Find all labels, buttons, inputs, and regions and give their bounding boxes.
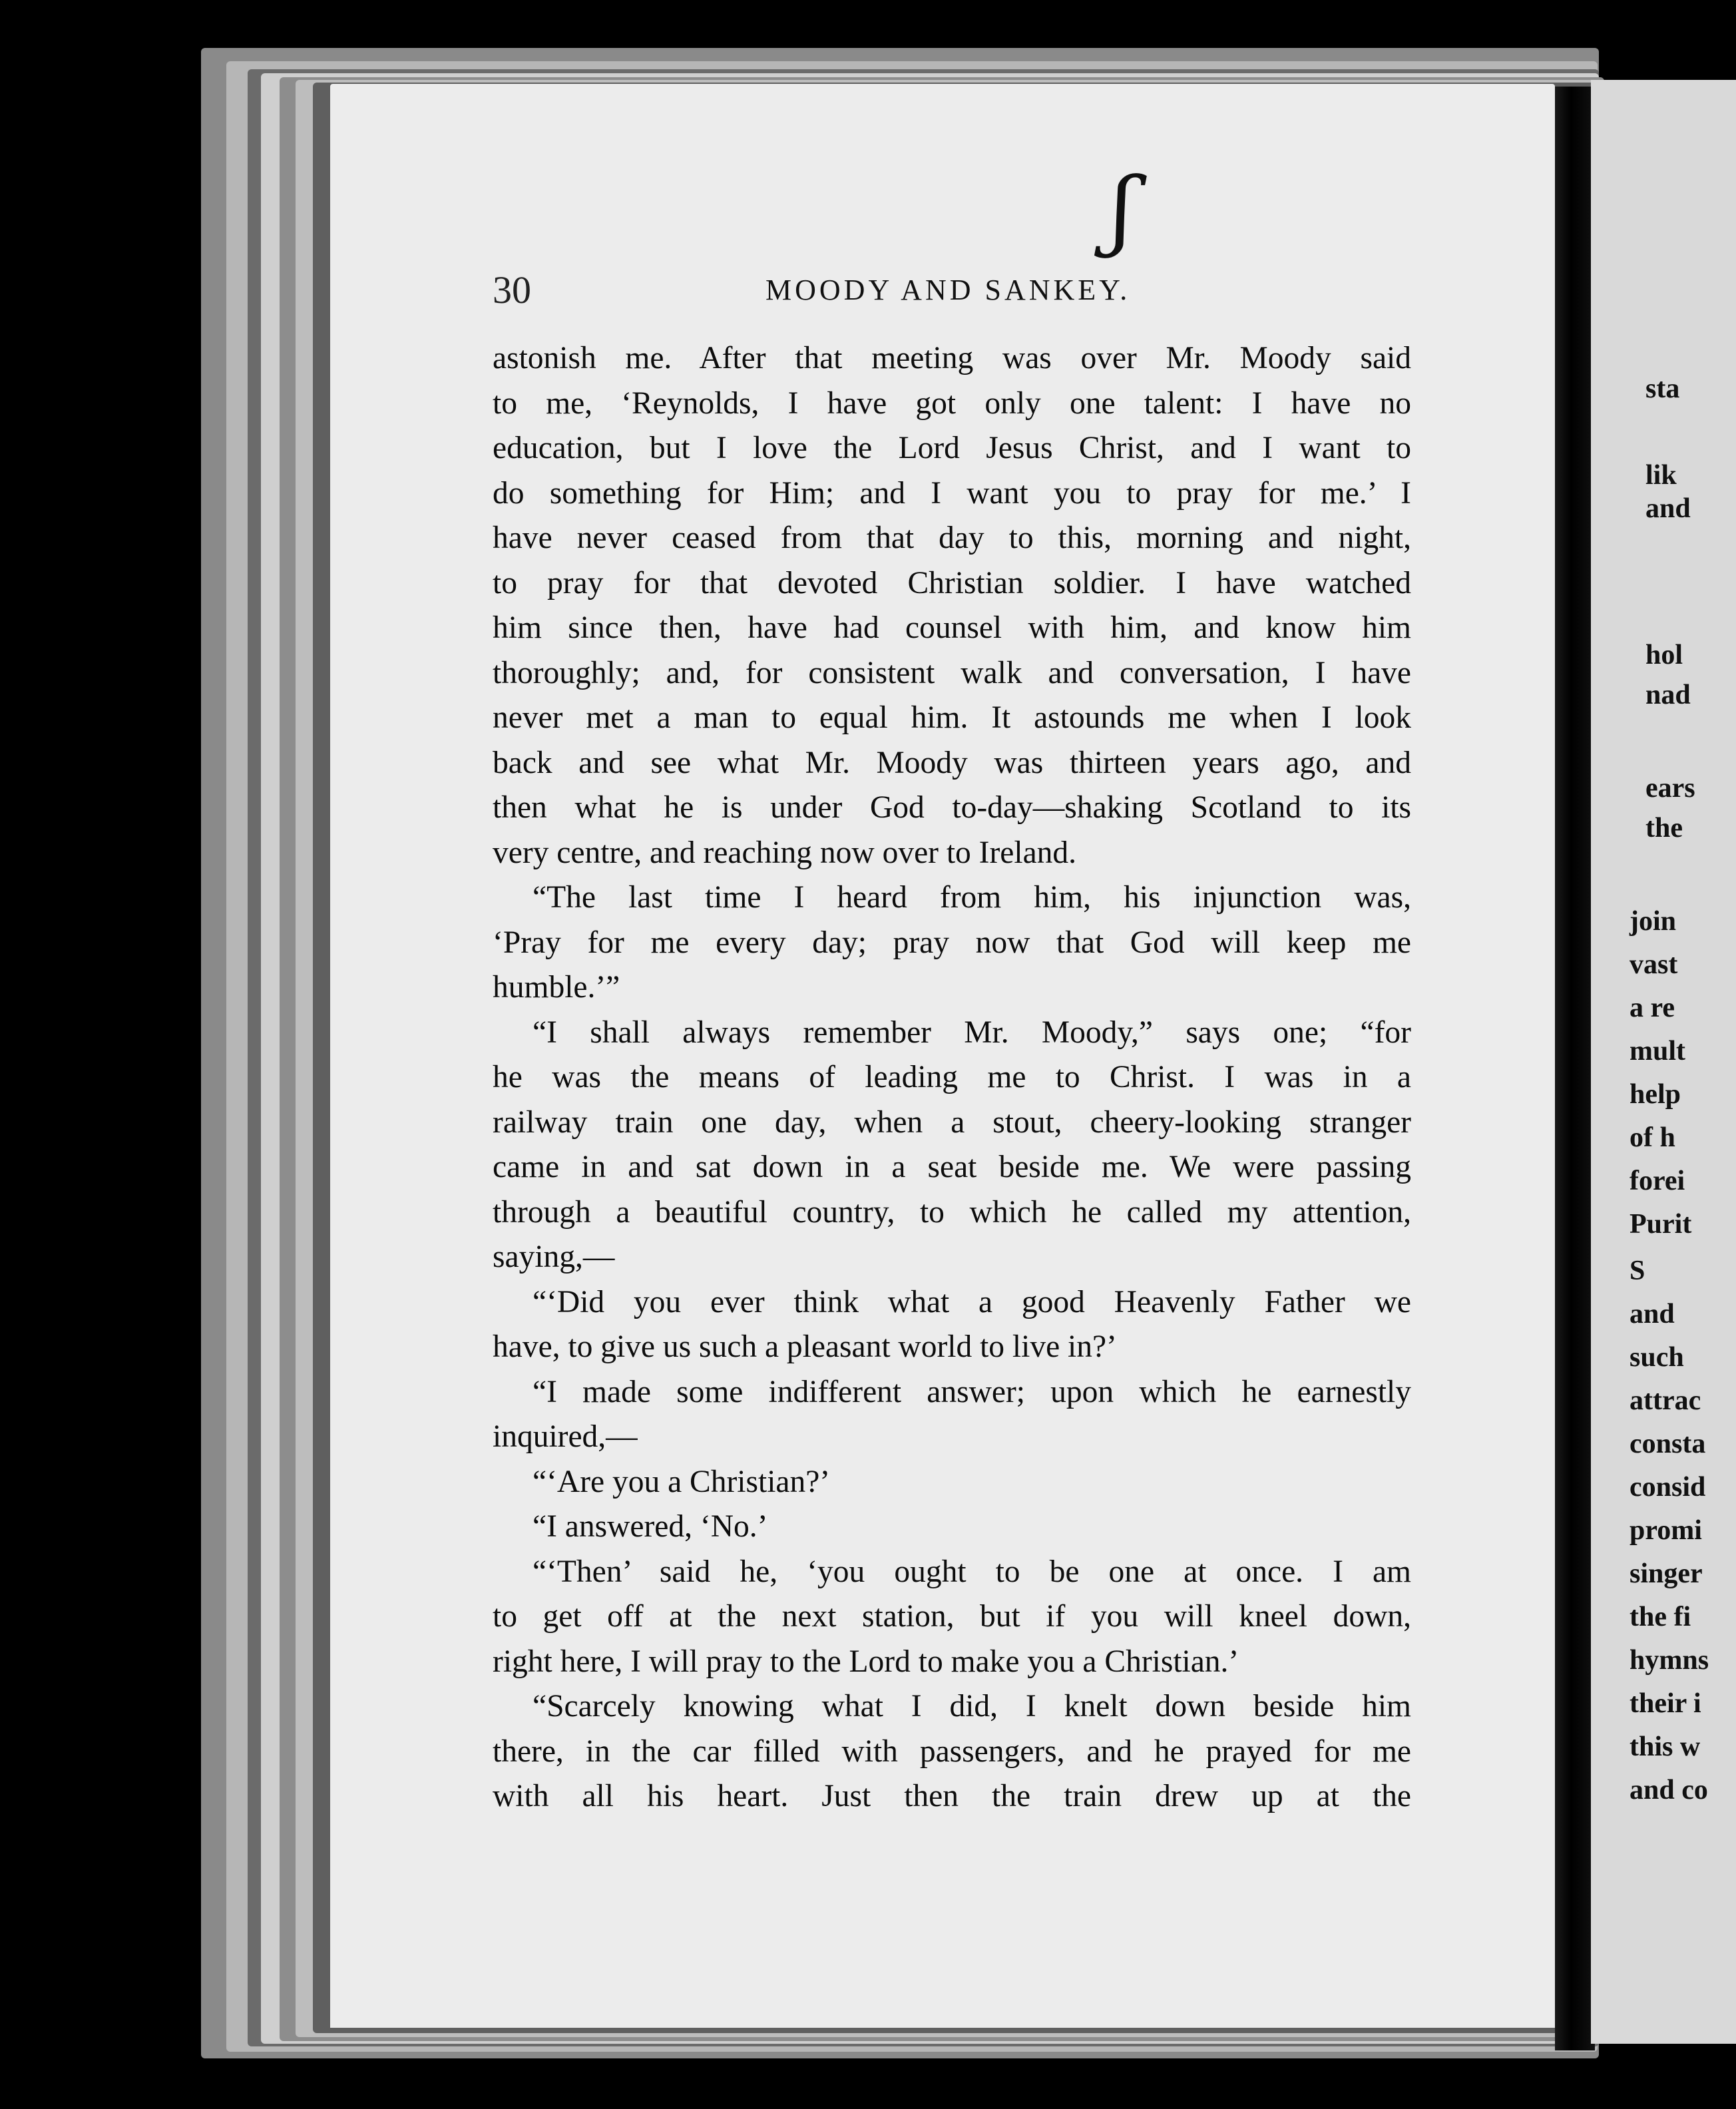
facing-page-fragment: sta — [1645, 373, 1680, 404]
text-line: “‘Did you ever think what a good Heavenly Father we — [533, 1284, 1411, 1319]
text-line: “I answered, ‘No.’ — [533, 1509, 768, 1544]
text-line: came in and sat down in a seat beside me. We were passing — [493, 1150, 1411, 1184]
facing-page-fragment: hol — [1645, 640, 1683, 670]
facing-page-fragment: join — [1629, 906, 1677, 937]
margin-mark: ʃ — [1110, 158, 1134, 260]
facing-page-fragment: and co — [1629, 1775, 1708, 1805]
facing-page-fragment: and — [1645, 493, 1691, 524]
text-line: to me, ‘Reynolds, I have got only one talent: I have no — [493, 385, 1411, 421]
text-line: do something for Him; and I want you to pray for me.’ I — [493, 475, 1411, 511]
facing-page-fragment: lik — [1645, 460, 1677, 491]
facing-page-fragment: nad — [1645, 680, 1691, 710]
text-line: ‘Pray for me every day; pray now that God will keep me — [493, 925, 1411, 960]
text-line: very centre, and reaching now over to Ireland. — [493, 835, 1077, 870]
text-line: never met a man to equal him. It astounds me when I look — [493, 700, 1411, 735]
facing-page-fragment: mult — [1629, 1036, 1685, 1066]
facing-page-fragment: and — [1629, 1299, 1675, 1329]
facing-page-fragment: vast — [1629, 949, 1678, 980]
text-line: humble.’” — [493, 970, 620, 1005]
text-line: back and see what Mr. Moody was thirteen years ago, and — [493, 745, 1411, 780]
text-line: him since then, have had counsel with him, and know him — [493, 610, 1411, 645]
facing-page-fragment: consid — [1629, 1472, 1706, 1503]
text-line: he was the means of leading me to Christ. I was in a — [493, 1060, 1411, 1094]
text-line: to get off at the next station, but if you will kneel down, — [493, 1599, 1411, 1634]
text-line: to pray for that devoted Christian soldier. I have watched — [493, 565, 1411, 600]
text-line: have, to give us such a pleasant world to live in?’ — [493, 1329, 1117, 1364]
page-number: 30 — [493, 268, 531, 312]
body-text — [493, 336, 1411, 1819]
facing-page-fragment: a re — [1629, 993, 1675, 1023]
facing-page-fragment: Purit — [1629, 1209, 1692, 1240]
text-line: then what he is under God to-day—shaking Scotland to its — [493, 790, 1411, 825]
header-title: MOODY AND SANKEY. — [765, 274, 1131, 306]
text-line: have never ceased from that day to this, morning and night, — [493, 521, 1411, 555]
facing-page-fragment: the fi — [1629, 1602, 1691, 1632]
facing-page-fragment: singer — [1629, 1558, 1703, 1589]
text-line: through a beautiful country, to which he called my attention, — [493, 1194, 1411, 1230]
book-gutter — [1555, 87, 1595, 2050]
text-line: with all his heart. Just then the train drew up at the — [493, 1779, 1411, 1813]
text-line: railway train one day, when a stout, cheery-looking stranger — [493, 1104, 1411, 1140]
text-line: astonish me. After that meeting was over Mr. Moody said — [493, 341, 1411, 375]
facing-page-fragment: the — [1645, 813, 1683, 843]
facing-page-fragment: ears — [1645, 773, 1695, 804]
facing-page-fragment: attrac — [1629, 1385, 1701, 1416]
facing-page-fragment: such — [1629, 1342, 1684, 1373]
text-line: right here, I will pray to the Lord to make you a Christian.’ — [493, 1644, 1239, 1679]
text-line: inquired,— — [493, 1419, 638, 1454]
text-line: “‘Then’ said he, ‘you ought to be one at once. I am — [533, 1554, 1411, 1589]
facing-page-fragment: forei — [1629, 1166, 1685, 1196]
facing-page-fragment: their i — [1629, 1688, 1701, 1719]
text-line: education, but I love the Lord Jesus Christ, and I want to — [493, 431, 1411, 465]
text-line: saying,— — [493, 1240, 615, 1274]
facing-page-fragment: promi — [1629, 1515, 1702, 1546]
facing-page-fragment: S — [1629, 1256, 1645, 1286]
text-line: “‘Are you a Christian?’ — [533, 1464, 831, 1499]
text-line: thoroughly; and, for consistent walk and conversation, I have — [493, 655, 1411, 690]
facing-page-fragment: of h — [1629, 1122, 1675, 1153]
facing-page-fragment: hymns — [1629, 1645, 1709, 1676]
text-line: there, in the car filled with passengers, and he prayed for me — [493, 1734, 1411, 1769]
running-head — [493, 268, 1305, 310]
facing-page-fragment: consta — [1629, 1429, 1706, 1459]
text-line: “I made some indifferent answer; upon which he earnestly — [533, 1374, 1411, 1409]
text-line: “Scarcely knowing what I did, I knelt down beside him — [533, 1689, 1411, 1724]
text-line: “The last time I heard from him, his injunction was, — [533, 880, 1411, 915]
facing-page-fragment: this w — [1629, 1732, 1701, 1762]
text-line: “I shall always remember Mr. Moody,” says one; “for — [533, 1015, 1411, 1050]
facing-page-fragment: help — [1629, 1079, 1681, 1110]
